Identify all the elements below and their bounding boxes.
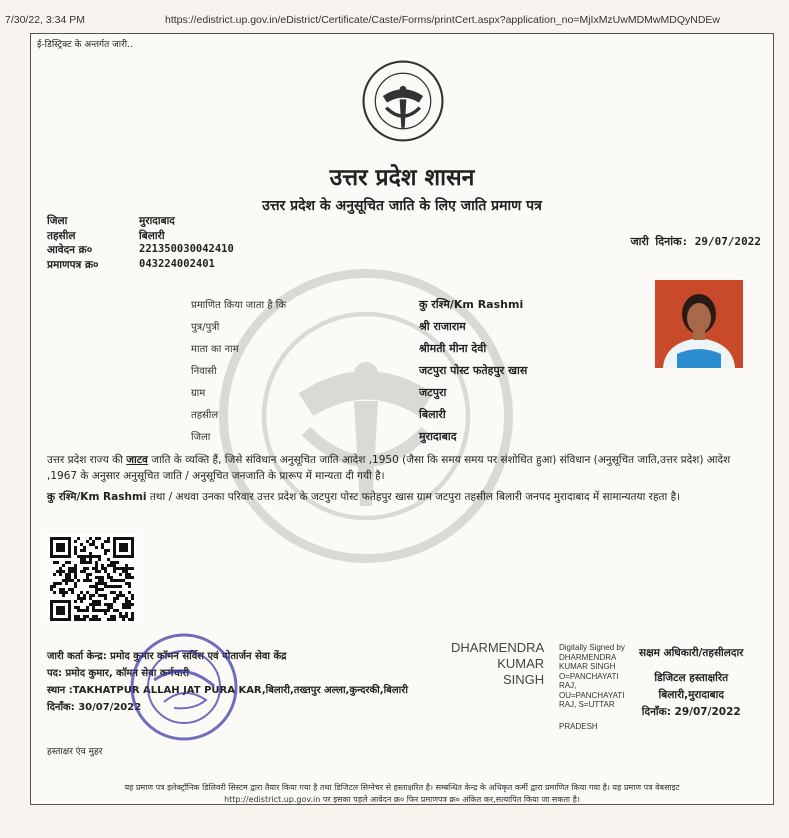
certificate-subtitle: उत्तर प्रदेश के अनुसूचित जाति के लिए जाति प्रमाण पत्र — [262, 198, 542, 214]
field-value: जटपुरा पोस्ट फतेहपुर खास — [419, 364, 528, 377]
footnote-line-1: यह प्रमाण पत्र इलेक्ट्रॉनिक डिलिवरी सिस्टम द्वारा तैयार किया गया है तथा डिजिटल सिग्नेचर से हस्ताक्षरित है। सम्बन्धित केन्द्र के अधिकृत कर्मी द्वारा प्रमाणित किया गया है। यह प्रमाण पत्र वेबसाइट — [124, 783, 680, 792]
field-label: जिला — [191, 432, 211, 443]
caste-name: जाटव — [126, 454, 148, 466]
field-label: ग्राम — [191, 388, 206, 399]
signer-name-line: DHARMENDRA — [451, 640, 545, 655]
signer-name-line: SINGH — [503, 672, 545, 687]
authority-date: दिनाँक: 29/07/2022 — [641, 706, 741, 718]
field-value: कु रश्मि/Km Rashmi — [419, 298, 524, 311]
up-emblem-icon — [361, 59, 445, 143]
person-photo-icon — [655, 280, 743, 368]
print-header — [0, 10, 789, 30]
csc-stamp-icon — [124, 630, 244, 745]
sig-line: PRADESH — [559, 721, 598, 731]
footnote — [31, 782, 773, 806]
signer-name-line: KUMAR — [497, 656, 545, 671]
sig-line: RAJ, — [559, 681, 577, 690]
meta-label: तहसील — [47, 229, 76, 242]
meta-value: 221350030042410 — [139, 243, 234, 255]
competent-authority — [639, 646, 743, 722]
field-label: माता का नाम — [191, 344, 239, 355]
caste-statement — [47, 452, 757, 484]
field-label: पुत्र/पुत्री — [191, 322, 220, 333]
field-value: श्रीमती मीना देवी — [419, 342, 487, 355]
qr-code-icon — [47, 534, 137, 624]
issuer-centre: जारी कर्ता केन्द्र: प्रमोद कुमार कॉमन सर्विस एवं पोतार्जन सेवा केंद्र — [47, 651, 287, 662]
authority-digital-sign: डिजिटल हस्ताक्षरित — [654, 672, 729, 684]
field-value: बिलारी — [419, 408, 446, 421]
residence-statement-text: तथा / अथवा उनका परिवार उत्तर प्रदेश के जटपुरा पोस्ट फतेहपुर खास ग्राम जटपुरा तहसील बिलारी जनपद मुरादाबाद में सामान्यतया रहता है। — [146, 491, 681, 503]
sig-line: KUMAR SINGH — [559, 662, 616, 671]
field-label: निवासी — [191, 366, 217, 377]
field-value: श्री राजाराम — [419, 320, 466, 333]
meta-value: बिलारी — [139, 229, 165, 242]
sig-line: Digitally Signed by — [559, 643, 625, 652]
top-note: ई-डिस्ट्रिक्ट के अन्तर्गत जारी.. — [37, 40, 133, 50]
caste-statement-part-b: जाति के व्यक्ति हैं, जिसे संविधान अनुसूचित जाति आदेश ,1950 (जैसा कि समय समय पर संशोधित हुआ) संविधान (अनुसूचित जाति,उत्तर प्रदेश) आदेश ,1967 के अनुसार अनुसूचित जाति / अनुसूचित जनजाति के प्रारूप में मान्यता दी गयी है। — [47, 454, 731, 482]
meta-label: आवेदन क्र० — [47, 244, 93, 256]
residence-statement — [47, 489, 757, 505]
signer-name — [451, 640, 544, 688]
meta-value: मुरादाबाद — [139, 215, 175, 227]
sig-line: OU=PANCHAYATI — [559, 690, 625, 700]
print-datetime: 7/30/22, 3:34 PM — [5, 14, 85, 26]
meta-value: 043224002401 — [139, 257, 215, 270]
field-value: जटपुरा — [419, 386, 447, 399]
sig-line: O=PANCHAYATI — [559, 671, 619, 681]
field-label: प्रमाणित किया जाता है कि — [191, 300, 287, 311]
print-url[interactable]: https://edistrict.up.gov.in/eDistrict/Certificate/Caste/Forms/printCert.aspx?application_no=MjIxMzUwMDMwMDQyNDEw — [165, 14, 721, 26]
footnote-line-2: http://edistrict.up.gov.in पर इसका पहले आवेदन क्र० फिर प्रमाणपत्र क्र० अंकित कर,सत्यापित किया जा सकता है। — [224, 795, 580, 804]
meta-label: प्रमाणपत्र क्र० — [47, 258, 99, 271]
certificate — [30, 33, 774, 805]
authority-office: बिलारी,मुरादाबाद — [658, 689, 724, 701]
meta-label: जिला — [47, 215, 68, 227]
issuer-date: दिनाँक: 30/07/2022 — [47, 702, 142, 713]
authority-role: सक्षम अधिकारी/तहसीलदार — [639, 647, 744, 659]
signature-label: हस्ताक्षर एंव मुहर — [47, 747, 103, 757]
issuer-post: पद: प्रमोद कुमार, कॉमन सेवा कर्मचारी — [47, 668, 190, 679]
issuer-place: स्थान :TAKHATPUR ALLAH JAT PURA KAR,बिलारी,तख्तपुर अल्ला,कुन्दरकी,बिलारी — [47, 685, 408, 696]
field-value: मुरादाबाद — [419, 430, 457, 443]
certificate-title: उत्तर प्रदेश शासन — [329, 164, 475, 191]
applicant-name: कु रश्मि/Km Rashmi — [47, 491, 147, 503]
issue-date: जारी दिनांक: 29/07/2022 — [630, 235, 761, 248]
sig-line: RAJ, S=UTTAR — [559, 700, 615, 709]
sig-line: DHARMENDRA — [559, 652, 617, 662]
field-label: तहसील — [191, 410, 219, 421]
caste-statement-part-a: उत्तर प्रदेश राज्य की — [47, 454, 127, 466]
digital-signer — [451, 640, 625, 731]
applicant-photo — [655, 280, 743, 368]
